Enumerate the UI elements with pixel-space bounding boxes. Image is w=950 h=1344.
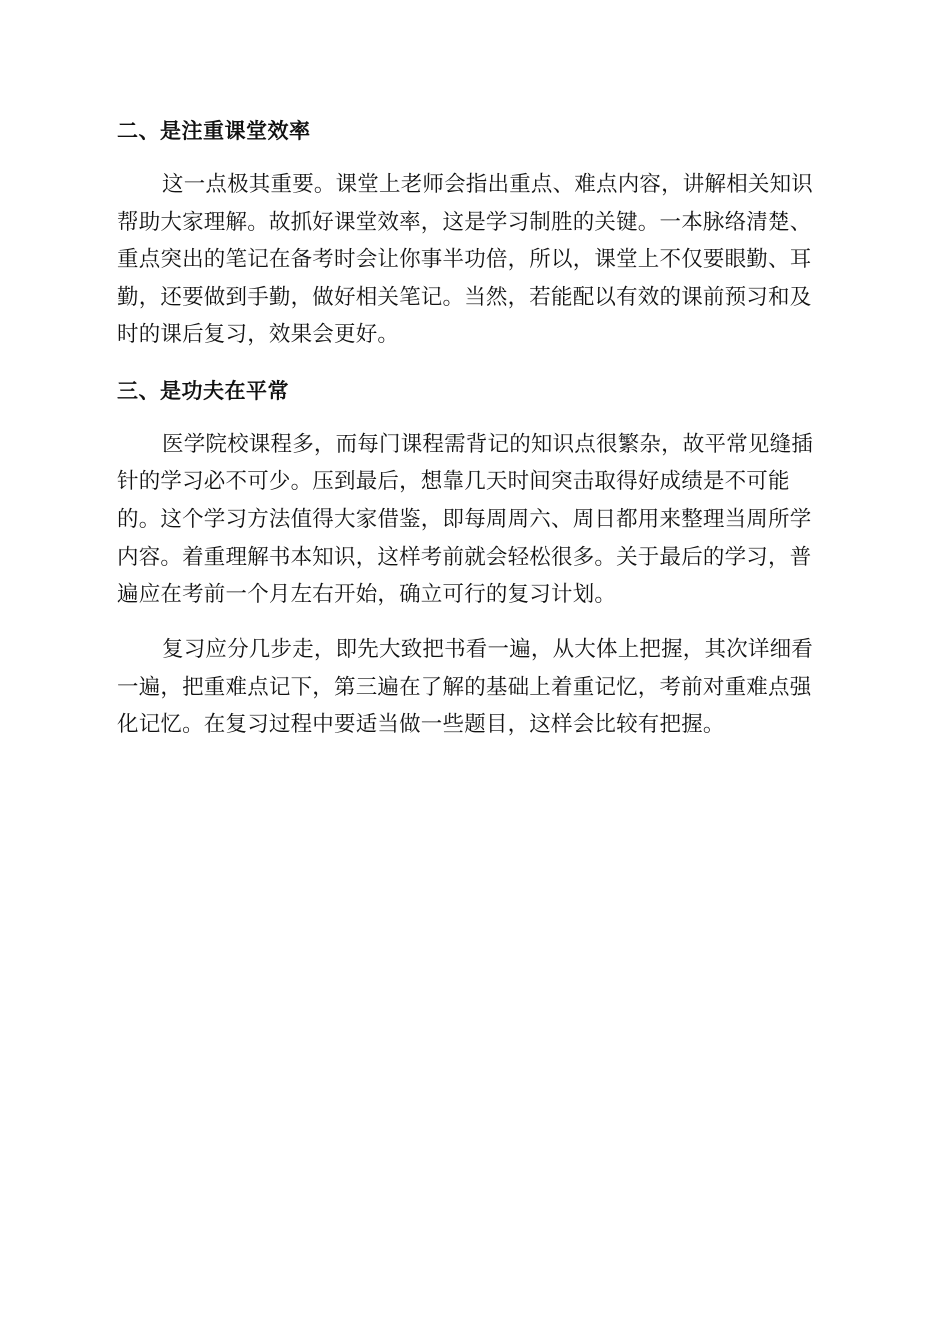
paragraph-line: 内容。着重理解书本知识，这样考前就会轻松很多。关于最后的学习，普	[117, 545, 812, 570]
paragraph-line: 帮助大家理解。故抓好课堂效率，这是学习制胜的关键。一本脉络清楚、	[117, 210, 812, 235]
paragraph-line: 勤，还要做到手勤，做好相关笔记。当然，若能配以有效的课前预习和及	[117, 285, 812, 310]
paragraph-line: 复习应分几步走，即先大致把书看一遍，从大体上把握，其次详细看	[162, 637, 814, 662]
paragraph-line: 一遍，把重难点记下，第三遍在了解的基础上着重记忆，考前对重难点强	[117, 675, 812, 700]
section-heading: 二、是注重课堂效率	[117, 118, 311, 143]
paragraph-line: 时的课后复习，效果会更好。	[117, 322, 400, 347]
paragraph-line: 化记忆。在复习过程中要适当做一些题目，这样会比较有把握。	[117, 712, 725, 737]
paragraph-line: 遍应在考前一个月左右开始，确立可行的复习计划。	[117, 582, 617, 607]
section-heading: 三、是功夫在平常	[117, 378, 289, 403]
paragraph-line: 的。这个学习方法值得大家借鉴，即每周周六、周日都用来整理当周所学	[117, 507, 812, 532]
paragraph-line: 医学院校课程多，而每门课程需背记的知识点很繁杂，故平常见缝插	[162, 432, 814, 457]
paragraph-line: 针的学习必不可少。压到最后，想靠几天时间突击取得好成绩是不可能	[117, 469, 790, 494]
paragraph-line: 重点突出的笔记在备考时会让你事半功倍，所以，课堂上不仅要眼勤、耳	[117, 247, 812, 272]
paragraph-line: 这一点极其重要。课堂上老师会指出重点、难点内容，讲解相关知识	[162, 172, 814, 197]
